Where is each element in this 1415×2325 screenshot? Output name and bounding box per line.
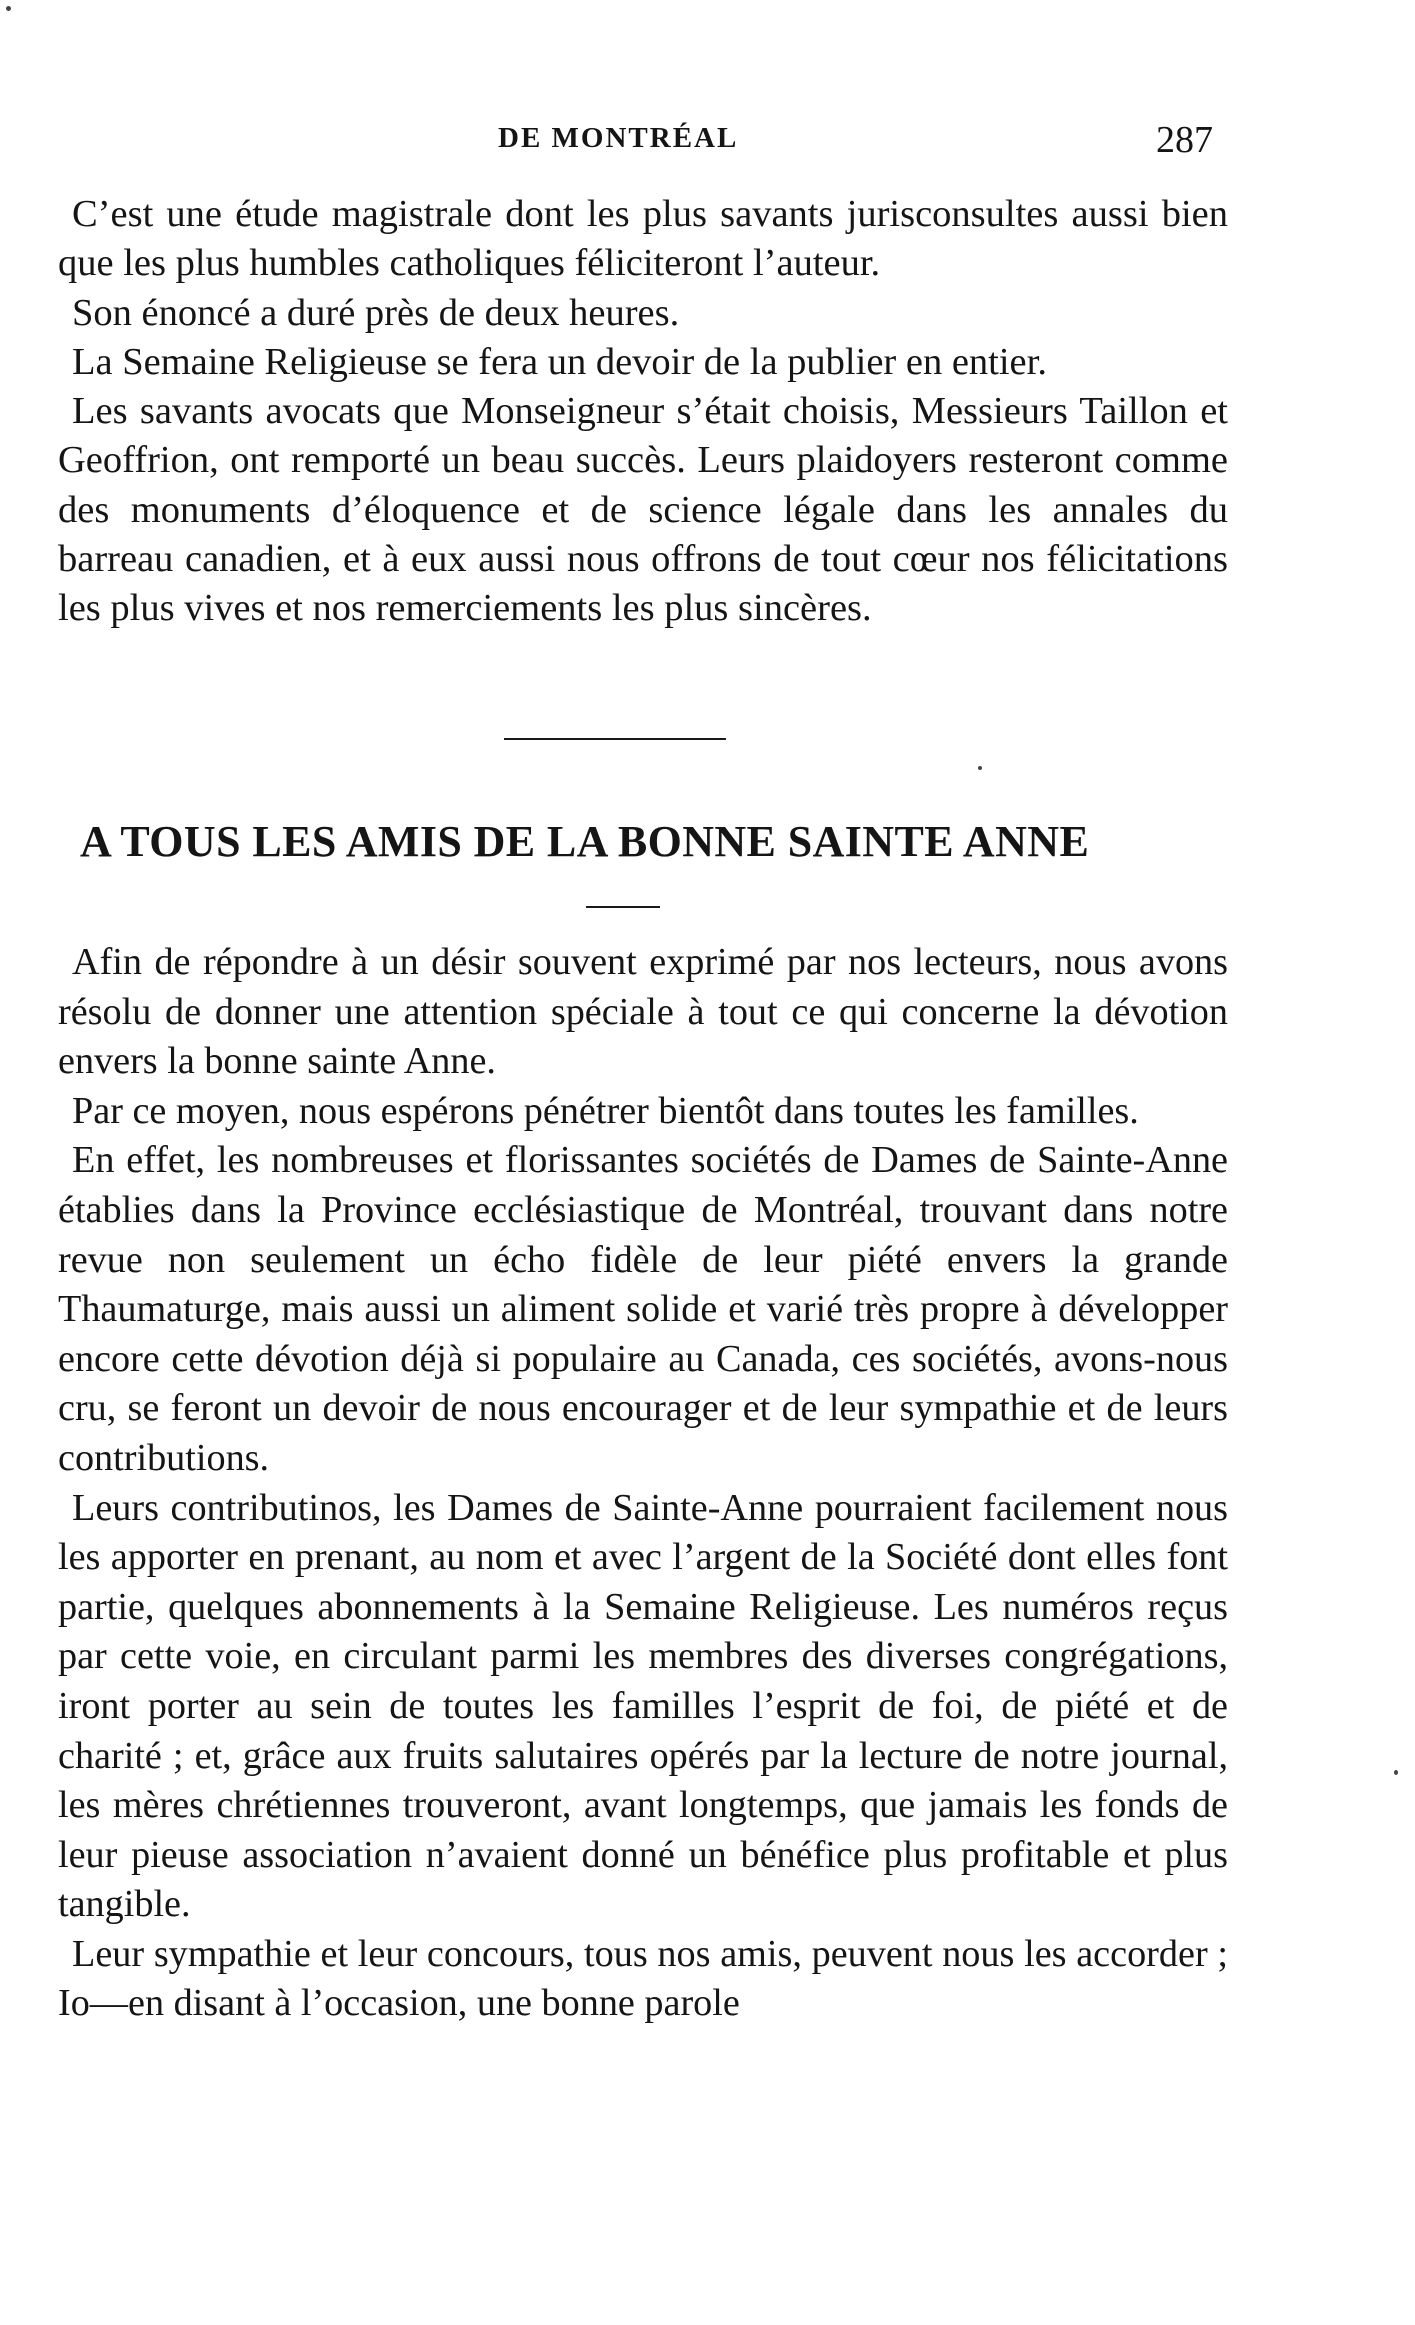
paragraph: Leur sympathie et leur concours, tous nos amis, peuvent nous les accorder ; Io—en disant à l’occasion, une bonne parole bbox=[58, 1932, 1228, 2025]
running-head bbox=[0, 118, 1415, 161]
print-speck bbox=[978, 766, 982, 770]
paragraph: En effet, les nombreuses et florissantes sociétés de Dames de Sainte-Anne établies dans la Province ecclésiastique de Montréal, trouvant dans notre revue non seulement un écho fidèle de leur piété envers la grande Thaumaturge, mais aussi un aliment solide et varié très propre à développer encore cette dévotion déjà si populaire au Canada, ces sociétés, avons-nous cru, se feront un devoir de nous encourager et de leur sympathie et de leurs contributions. bbox=[58, 1139, 1228, 1479]
article-conclusion bbox=[58, 190, 1228, 634]
paragraph: Leurs contributinos, les Dames de Sainte-Anne pourraient facilement nous les apporter en prenant, au nom et avec l’argent de la Société dont elles font partie, quelques abonnements à la Semaine Religieuse. Les numéros reçus par cette voie, en circulant parmi les membres des diverses congrégations, iront porter au sein de toutes les familles l’esprit de foi, de piété et de charité ; et, grâce aux fruits salutaires opérés par la lecture de notre journal, les mères chrétiennes trouveront, avant longtemps, que jamais les fonds de leur pieuse association n’avaient donné un bénéfice plus profitable et plus tangible. bbox=[58, 1486, 1228, 1926]
page-number: 287 bbox=[1156, 119, 1213, 161]
section-divider bbox=[504, 738, 726, 740]
paragraph: Afin de répondre à un désir souvent exprimé par nos lecteurs, nous avons résolu de donner une attention spéciale à tout ce qui concerne la dévotion envers la bonne sainte Anne. bbox=[58, 941, 1228, 1083]
paragraph: La Semaine Religieuse se fera un devoir de la publier en entier. bbox=[72, 340, 1047, 383]
print-speck bbox=[6, 6, 11, 11]
paragraph: Son énoncé a duré près de deux heures. bbox=[72, 291, 680, 334]
section-body bbox=[58, 938, 1228, 2029]
paragraph: Les savants avocats que Monseigneur s’était choisis, Messieurs Taillon et Geoffrion, ont remporté un beau succès. Leurs plaidoyers resteront comme des monuments d’éloquence et de science légale dans les annales du barreau canadien, et à eux aussi nous offrons de tout cœur nos félicitations les plus vives et nos remerciements les plus sincères. bbox=[58, 390, 1228, 630]
heading-underline bbox=[586, 906, 660, 908]
print-speck bbox=[1394, 1770, 1398, 1775]
paragraph: C’est une étude magistrale dont les plus savants jurisconsultes aussi bien que les plus humbles catholiques féliciteront l’auteur. bbox=[58, 193, 1228, 285]
paragraph: Par ce moyen, nous espérons pénétrer bientôt dans toutes les familles. bbox=[72, 1089, 1139, 1132]
section-heading: A TOUS LES AMIS DE LA BONNE SAINTE ANNE bbox=[80, 817, 1090, 866]
running-title: DE MONTRÉAL bbox=[498, 122, 739, 154]
